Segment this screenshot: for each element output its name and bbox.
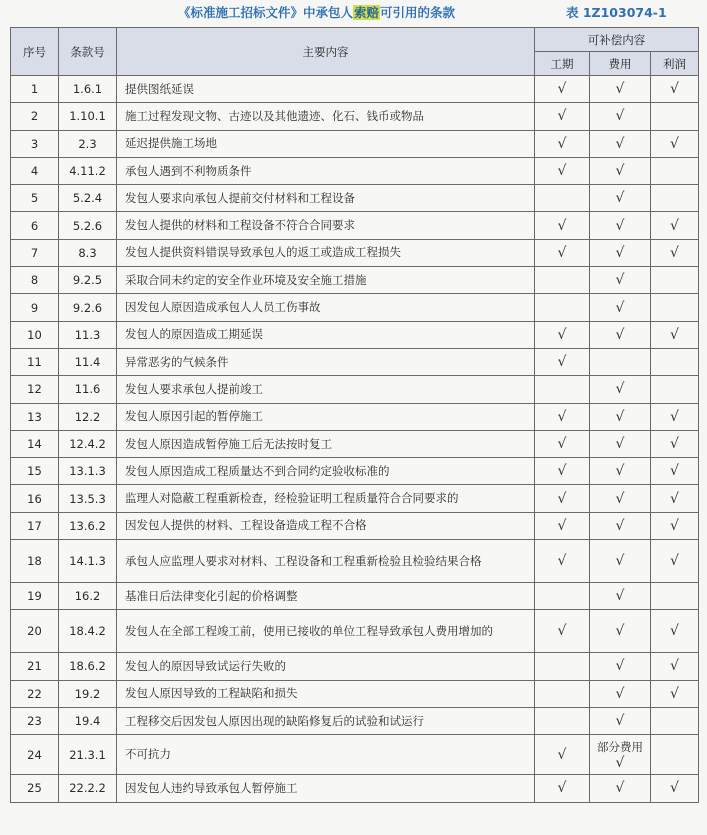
cell-time <box>535 212 590 239</box>
check-mark-icon: √ <box>670 244 679 261</box>
content-text: 发包人原因导致的工程缺陷和损失 <box>117 680 535 707</box>
table-row <box>11 348 699 375</box>
content-text: 发包人的原因造成工期延误 <box>117 321 535 348</box>
table-row <box>11 485 699 512</box>
cell-profit <box>651 321 699 348</box>
check-mark-icon: √ <box>557 135 567 152</box>
title-highlight: 索赔 <box>354 5 380 20</box>
clause-number: 14.1.3 <box>59 540 117 583</box>
cell-time <box>535 267 590 294</box>
cell-cost <box>590 239 651 266</box>
check-mark-icon: √ <box>557 780 567 797</box>
clause-number: 12.4.2 <box>59 430 117 457</box>
row-number: 10 <box>11 321 59 348</box>
table-row <box>11 185 699 212</box>
cell-profit <box>651 130 699 157</box>
row-number: 16 <box>11 485 59 512</box>
cell-time <box>535 403 590 430</box>
title-text-post: 可引用的条款 <box>380 5 456 20</box>
check-mark-icon: √ <box>670 780 679 797</box>
check-mark-icon: √ <box>615 217 625 234</box>
table-row <box>11 76 699 103</box>
cell-time <box>535 76 590 103</box>
row-number: 11 <box>11 348 59 375</box>
cell-time <box>535 458 590 485</box>
clause-number: 8.3 <box>59 239 117 266</box>
cell-time <box>535 485 590 512</box>
table-row <box>11 157 699 184</box>
cell-profit <box>651 267 699 294</box>
table-row <box>11 540 699 583</box>
check-mark-icon: √ <box>670 553 679 570</box>
content-text: 监理人对隐蔽工程重新检查，经检验证明工程质量符合合同要求的 <box>117 485 535 512</box>
table-title <box>178 0 455 26</box>
table-row <box>11 458 699 485</box>
check-mark-icon: √ <box>557 217 567 234</box>
header-seq: 序号 <box>11 28 59 76</box>
cell-time <box>535 707 590 734</box>
content-text: 因发包人提供的材料、工程设备造成工程不合格 <box>117 512 535 539</box>
row-number: 23 <box>11 707 59 734</box>
cell-time <box>535 294 590 321</box>
clause-number: 12.2 <box>59 403 117 430</box>
cell-profit <box>651 610 699 653</box>
cell-time <box>535 321 590 348</box>
cell-cost <box>590 348 651 375</box>
content-text: 承包人应监理人要求对材料、工程设备和工程重新检验且检验结果合格 <box>117 540 535 583</box>
check-mark-icon: √ <box>670 436 679 452</box>
content-text: 异常恶劣的气候条件 <box>117 348 535 375</box>
cell-profit <box>651 735 699 775</box>
header-time: 工期 <box>535 52 590 76</box>
cell-time <box>535 540 590 583</box>
check-mark-icon: √ <box>557 623 567 640</box>
content-text: 提供图纸延误 <box>117 76 535 103</box>
table-row <box>11 212 699 239</box>
check-mark-icon: √ <box>615 436 625 452</box>
table-row <box>11 403 699 430</box>
table-row <box>11 430 699 457</box>
cell-cost <box>590 212 651 239</box>
content-text: 承包人遇到不利物质条件 <box>117 157 535 184</box>
check-mark-icon: √ <box>670 517 679 534</box>
row-number: 14 <box>11 430 59 457</box>
title-text-pre: 《标准施工招标文件》中承包人 <box>178 5 354 20</box>
cell-profit <box>651 103 699 130</box>
check-mark-icon: √ <box>615 463 625 480</box>
cell-cost <box>590 103 651 130</box>
cell-time <box>535 735 590 775</box>
row-number: 9 <box>11 294 59 321</box>
check-mark-icon: √ <box>557 553 567 570</box>
row-number: 15 <box>11 458 59 485</box>
content-text: 因发包人违约导致承包人暂停施工 <box>117 775 535 802</box>
header-clause: 条款号 <box>59 28 117 76</box>
cell-cost <box>590 185 651 212</box>
check-mark-icon: √ <box>557 746 567 763</box>
clause-number: 18.6.2 <box>59 653 117 680</box>
check-mark-icon: √ <box>615 163 625 180</box>
table-row <box>11 239 699 266</box>
table-row <box>11 583 699 610</box>
check-mark-icon: √ <box>615 658 625 675</box>
row-number: 19 <box>11 583 59 610</box>
cell-cost <box>590 267 651 294</box>
clause-number: 13.5.3 <box>59 485 117 512</box>
table-row <box>11 512 699 539</box>
cell-cost <box>590 76 651 103</box>
partial-cost-label: 部分费用 <box>597 739 643 754</box>
check-mark-icon: √ <box>670 326 679 343</box>
check-mark-icon: √ <box>557 517 567 534</box>
check-mark-icon: √ <box>615 754 625 771</box>
table-number: 表 1Z103074-1 <box>566 5 667 20</box>
row-number: 5 <box>11 185 59 212</box>
cell-cost <box>590 321 651 348</box>
cell-time <box>535 610 590 653</box>
cell-profit <box>651 707 699 734</box>
cell-cost <box>590 403 651 430</box>
check-mark-icon: √ <box>615 326 625 343</box>
cell-cost <box>590 485 651 512</box>
table-row <box>11 707 699 734</box>
claims-table <box>10 27 699 803</box>
cell-profit <box>651 458 699 485</box>
cell-profit <box>651 185 699 212</box>
check-mark-icon: √ <box>670 463 679 480</box>
cell-cost <box>590 458 651 485</box>
check-mark-icon: √ <box>615 408 625 425</box>
content-text: 发包人要求承包人提前竣工 <box>117 376 535 403</box>
cell-time <box>535 348 590 375</box>
check-mark-icon: √ <box>615 685 625 702</box>
check-mark-icon: √ <box>615 623 625 640</box>
row-number: 8 <box>11 267 59 294</box>
clause-number: 9.2.5 <box>59 267 117 294</box>
check-mark-icon: √ <box>615 381 625 398</box>
check-mark-icon: √ <box>670 685 679 702</box>
table-row <box>11 653 699 680</box>
check-mark-icon: √ <box>557 436 567 452</box>
cell-cost <box>590 653 651 680</box>
check-mark-icon: √ <box>557 163 567 180</box>
cell-time <box>535 775 590 802</box>
content-text: 因发包人原因造成承包人人员工伤事故 <box>117 294 535 321</box>
content-text: 基准日后法律变化引起的价格调整 <box>117 583 535 610</box>
check-mark-icon: √ <box>670 623 679 640</box>
cell-profit <box>651 376 699 403</box>
row-number: 6 <box>11 212 59 239</box>
clause-number: 1.6.1 <box>59 76 117 103</box>
row-number: 1 <box>11 76 59 103</box>
check-mark-icon: √ <box>615 713 625 730</box>
clause-number: 11.6 <box>59 376 117 403</box>
header-profit: 利润 <box>651 52 699 76</box>
cell-time <box>535 583 590 610</box>
cell-profit <box>651 653 699 680</box>
table-header <box>11 28 699 76</box>
header-cost: 费用 <box>590 52 651 76</box>
row-number: 22 <box>11 680 59 707</box>
cell-cost <box>590 430 651 457</box>
cell-time <box>535 430 590 457</box>
content-text: 发包人原因引起的暂停施工 <box>117 403 535 430</box>
cell-time <box>535 512 590 539</box>
cell-cost <box>590 376 651 403</box>
header-content: 主要内容 <box>117 28 535 76</box>
check-mark-icon: √ <box>615 780 625 797</box>
content-text: 发包人原因造成暂停施工后无法按时复工 <box>117 430 535 457</box>
cell-cost <box>590 775 651 802</box>
check-mark-icon: √ <box>615 108 625 125</box>
check-mark-icon: √ <box>670 408 679 425</box>
content-text: 不可抗力 <box>117 735 535 775</box>
check-mark-icon: √ <box>557 408 567 425</box>
check-mark-icon: √ <box>615 588 625 605</box>
table-row <box>11 376 699 403</box>
check-mark-icon: √ <box>557 463 567 480</box>
table-row <box>11 130 699 157</box>
cell-time <box>535 130 590 157</box>
clause-number: 16.2 <box>59 583 117 610</box>
cell-profit <box>651 348 699 375</box>
content-text: 延迟提供施工场地 <box>117 130 535 157</box>
check-mark-icon: √ <box>615 190 625 207</box>
clause-number: 18.4.2 <box>59 610 117 653</box>
cell-cost <box>590 540 651 583</box>
clause-number: 11.3 <box>59 321 117 348</box>
content-text: 施工过程发现文物、古迹以及其他遗迹、化石、钱币或物品 <box>117 103 535 130</box>
check-mark-icon: √ <box>615 517 625 534</box>
table-row <box>11 267 699 294</box>
cell-cost <box>590 610 651 653</box>
cell-cost <box>590 294 651 321</box>
clause-number: 5.2.4 <box>59 185 117 212</box>
content-text: 工程移交后因发包人原因出现的缺陷修复后的试验和试运行 <box>117 707 535 734</box>
check-mark-icon: √ <box>557 490 567 507</box>
cell-profit <box>651 680 699 707</box>
check-mark-icon: √ <box>557 81 567 98</box>
clause-number: 2.3 <box>59 130 117 157</box>
clause-number: 19.4 <box>59 707 117 734</box>
cell-profit <box>651 76 699 103</box>
cell-cost <box>590 130 651 157</box>
cell-cost <box>590 512 651 539</box>
check-mark-icon: √ <box>557 354 567 371</box>
clause-number: 11.4 <box>59 348 117 375</box>
cell-profit <box>651 485 699 512</box>
check-mark-icon: √ <box>670 135 679 152</box>
header-compensable: 可补偿内容 <box>535 28 699 52</box>
clause-number: 21.3.1 <box>59 735 117 775</box>
cell-time <box>535 157 590 184</box>
check-mark-icon: √ <box>557 326 567 343</box>
cell-cost <box>590 707 651 734</box>
clause-number: 22.2.2 <box>59 775 117 802</box>
cell-profit <box>651 512 699 539</box>
clause-number: 13.1.3 <box>59 458 117 485</box>
content-text: 发包人的原因导致试运行失败的 <box>117 653 535 680</box>
row-number: 17 <box>11 512 59 539</box>
row-number: 21 <box>11 653 59 680</box>
cell-time <box>535 239 590 266</box>
row-number: 3 <box>11 130 59 157</box>
check-mark-icon: √ <box>615 299 625 316</box>
cell-time <box>535 185 590 212</box>
clause-number: 9.2.6 <box>59 294 117 321</box>
cell-profit <box>651 430 699 457</box>
cell-profit <box>651 583 699 610</box>
content-text: 采取合同未约定的安全作业环境及安全施工措施 <box>117 267 535 294</box>
cell-cost <box>590 680 651 707</box>
cell-profit <box>651 294 699 321</box>
cell-profit <box>651 157 699 184</box>
table-body <box>11 76 699 803</box>
row-number: 18 <box>11 540 59 583</box>
cell-time <box>535 103 590 130</box>
check-mark-icon: √ <box>615 553 625 570</box>
cell-profit <box>651 403 699 430</box>
row-number: 13 <box>11 403 59 430</box>
content-text: 发包人提供资料错误导致承包人的返工或造成工程损失 <box>117 239 535 266</box>
cell-profit <box>651 775 699 802</box>
clause-number: 13.6.2 <box>59 512 117 539</box>
row-number: 24 <box>11 735 59 775</box>
check-mark-icon: √ <box>670 658 679 675</box>
check-mark-icon: √ <box>615 135 625 152</box>
clause-number: 19.2 <box>59 680 117 707</box>
content-text: 发包人要求向承包人提前交付材料和工程设备 <box>117 185 535 212</box>
content-text: 发包人提供的材料和工程设备不符合合同要求 <box>117 212 535 239</box>
table-row <box>11 294 699 321</box>
cell-profit <box>651 540 699 583</box>
check-mark-icon: √ <box>615 490 625 507</box>
row-number: 25 <box>11 775 59 802</box>
table-row <box>11 610 699 653</box>
clause-number: 1.10.1 <box>59 103 117 130</box>
cell-cost <box>590 735 651 775</box>
check-mark-icon: √ <box>615 272 625 289</box>
cell-profit <box>651 212 699 239</box>
row-number: 4 <box>11 157 59 184</box>
check-mark-icon: √ <box>557 108 567 125</box>
cell-cost <box>590 583 651 610</box>
table-row <box>11 680 699 707</box>
content-text: 发包人在全部工程竣工前，使用已接收的单位工程导致承包人费用增加的 <box>117 610 535 653</box>
table-row <box>11 321 699 348</box>
row-number: 2 <box>11 103 59 130</box>
clause-number: 5.2.6 <box>59 212 117 239</box>
check-mark-icon: √ <box>615 81 625 98</box>
table-caption <box>0 0 707 26</box>
clause-number: 4.11.2 <box>59 157 117 184</box>
check-mark-icon: √ <box>557 244 567 261</box>
cell-time <box>535 376 590 403</box>
check-mark-icon: √ <box>670 490 679 507</box>
check-mark-icon: √ <box>670 217 679 234</box>
table-row <box>11 735 699 775</box>
table-row <box>11 103 699 130</box>
cell-cost <box>590 157 651 184</box>
check-mark-icon: √ <box>615 244 625 261</box>
row-number: 12 <box>11 376 59 403</box>
cell-time <box>535 680 590 707</box>
row-number: 7 <box>11 239 59 266</box>
cell-time <box>535 653 590 680</box>
content-text: 发包人原因造成工程质量达不到合同约定验收标准的 <box>117 458 535 485</box>
cell-profit <box>651 239 699 266</box>
row-number: 20 <box>11 610 59 653</box>
table-row <box>11 775 699 802</box>
check-mark-icon: √ <box>670 81 679 98</box>
